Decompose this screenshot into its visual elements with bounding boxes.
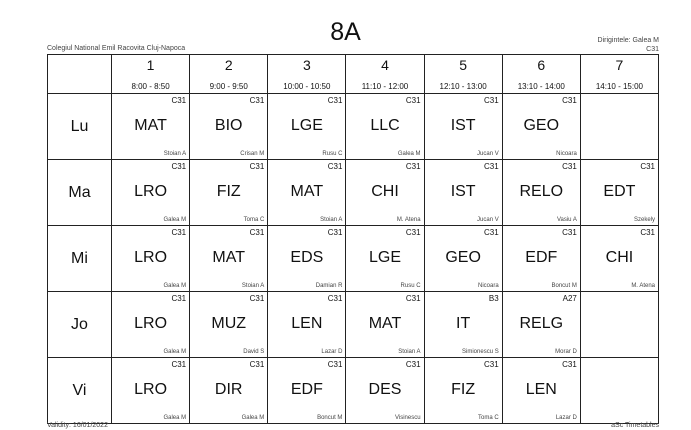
lesson-cell bbox=[190, 160, 268, 226]
lesson-cell bbox=[346, 160, 424, 226]
subject-label: LEN bbox=[291, 315, 323, 332]
teacher-label: M. Atena bbox=[396, 217, 421, 223]
lesson-cell bbox=[580, 358, 658, 424]
room-label: B3 bbox=[488, 294, 499, 303]
subject-label: GEO bbox=[445, 249, 481, 266]
teacher-label: Crisan M bbox=[240, 151, 265, 157]
day-row bbox=[48, 292, 659, 358]
subject-label: FIZ bbox=[216, 183, 241, 200]
room-label: C31 bbox=[562, 96, 577, 105]
room-label: C31 bbox=[171, 228, 187, 237]
subject-label: MAT bbox=[290, 183, 324, 200]
teacher-label: Rusu C bbox=[400, 283, 421, 289]
lesson-cell bbox=[346, 358, 424, 424]
room-label: C31 bbox=[484, 228, 499, 237]
lesson-cell bbox=[580, 94, 658, 160]
lesson-cell bbox=[502, 160, 580, 226]
room-label: C31 bbox=[640, 228, 655, 237]
lesson-cell bbox=[346, 292, 424, 358]
day-row bbox=[48, 160, 659, 226]
lesson-cell bbox=[424, 358, 502, 424]
period-number: 7 bbox=[615, 57, 624, 73]
room-label: C31 bbox=[327, 162, 343, 171]
room-label: C31 bbox=[249, 162, 265, 171]
period-header-2 bbox=[190, 55, 268, 94]
room-label: C31 bbox=[171, 294, 187, 303]
lesson-cell bbox=[268, 358, 346, 424]
timetable-grid bbox=[47, 54, 659, 424]
room-label: C31 bbox=[484, 96, 499, 105]
lesson-cell bbox=[580, 226, 658, 292]
subject-label: LRO bbox=[134, 381, 168, 398]
lesson-cell bbox=[112, 292, 190, 358]
teacher-label: Stoian A bbox=[241, 283, 265, 289]
subject-label: LGE bbox=[290, 117, 323, 134]
subject-label: LRO bbox=[134, 315, 168, 332]
subject-label: IST bbox=[450, 183, 476, 200]
day-label: Ma bbox=[48, 160, 112, 226]
room-label: C31 bbox=[249, 96, 265, 105]
room-label: C31 bbox=[405, 294, 421, 303]
period-header-3 bbox=[268, 55, 346, 94]
lesson-cell bbox=[580, 292, 658, 358]
lesson-cell bbox=[268, 226, 346, 292]
lesson-cell bbox=[190, 358, 268, 424]
room-label: C31 bbox=[171, 162, 187, 171]
lesson-cell bbox=[502, 226, 580, 292]
day-row bbox=[48, 358, 659, 424]
room-label: C31 bbox=[249, 294, 265, 303]
lesson-cell bbox=[268, 94, 346, 160]
subject-label: LRO bbox=[134, 249, 168, 266]
teacher-label: Galea M bbox=[397, 151, 421, 157]
teacher-label: David S bbox=[243, 349, 265, 355]
lesson-cell bbox=[268, 160, 346, 226]
room-label: C31 bbox=[484, 360, 499, 369]
subject-label: LLC bbox=[370, 117, 400, 134]
room-label: A27 bbox=[562, 294, 577, 303]
subject-label: IT bbox=[456, 315, 471, 332]
subject-label: MAT bbox=[368, 315, 402, 332]
room-label: C31 bbox=[484, 162, 499, 171]
teacher-label: Lazar D bbox=[555, 415, 577, 421]
lesson-cell bbox=[346, 226, 424, 292]
teacher-label: Nicoara bbox=[478, 283, 499, 289]
teacher-label: Galea M bbox=[163, 415, 187, 421]
lesson-cell bbox=[502, 358, 580, 424]
teacher-label: Damian R bbox=[315, 283, 343, 289]
room-label: C31 bbox=[249, 228, 265, 237]
lesson-cell bbox=[112, 226, 190, 292]
timetable-title: 8A bbox=[330, 18, 361, 46]
teacher-label: Galea M bbox=[163, 349, 187, 355]
period-number: 5 bbox=[459, 57, 468, 73]
corner-cell bbox=[48, 55, 112, 94]
subject-label: CHI bbox=[605, 249, 634, 266]
teacher-label: Jucan V bbox=[477, 151, 499, 157]
validity-date: Validity: 16/01/2022 bbox=[47, 422, 108, 429]
subject-label: EDT bbox=[603, 183, 636, 200]
lesson-cell bbox=[190, 94, 268, 160]
day-row bbox=[48, 94, 659, 160]
day-label: Mi bbox=[48, 226, 112, 292]
period-number: 6 bbox=[537, 57, 546, 73]
teacher-label: Stoian A bbox=[398, 349, 421, 355]
subject-label: GEO bbox=[523, 117, 560, 134]
room-label: C31 bbox=[171, 96, 187, 105]
period-time: 14:10 - 15:00 bbox=[595, 82, 643, 91]
teacher-label: Galea M bbox=[163, 217, 187, 223]
room-label: C31 bbox=[640, 162, 655, 171]
room-label: C31 bbox=[562, 162, 577, 171]
teacher-label: Simionescu S bbox=[462, 349, 499, 355]
period-header-5 bbox=[424, 55, 502, 94]
brand-label: aSc Timetables bbox=[611, 422, 659, 429]
period-time: 11:10 - 12:00 bbox=[361, 82, 409, 91]
lesson-cell bbox=[502, 94, 580, 160]
teacher-label: Vasiu A bbox=[556, 217, 577, 223]
room-label: C31 bbox=[171, 360, 187, 369]
subject-label: LGE bbox=[368, 249, 401, 266]
period-number: 2 bbox=[224, 57, 233, 73]
teacher-label: Toma C bbox=[243, 217, 265, 223]
room-label: C31 bbox=[405, 360, 421, 369]
teacher-label: Boncut M bbox=[551, 283, 577, 289]
period-header-row bbox=[48, 55, 659, 94]
subject-label: LEN bbox=[525, 381, 557, 398]
teacher-label: Stoian A bbox=[163, 151, 187, 157]
period-header-4 bbox=[346, 55, 424, 94]
lesson-cell bbox=[112, 160, 190, 226]
subject-label: MAT bbox=[212, 249, 245, 266]
subject-label: MUZ bbox=[211, 315, 247, 332]
period-time: 8:00 - 8:50 bbox=[131, 82, 170, 91]
lesson-cell bbox=[502, 292, 580, 358]
period-time: 12:10 - 13:00 bbox=[439, 82, 487, 91]
head-teacher-label: Dirigintele: Galea M bbox=[597, 37, 659, 44]
lesson-cell bbox=[424, 160, 502, 226]
teacher-label: Boncut M bbox=[317, 415, 343, 421]
lesson-cell bbox=[424, 292, 502, 358]
room-label: C31 bbox=[562, 360, 577, 369]
room-label: C31 bbox=[405, 228, 421, 237]
period-time: 13:10 - 14:00 bbox=[517, 82, 565, 91]
period-header-1 bbox=[112, 55, 190, 94]
room-label: C31 bbox=[327, 228, 343, 237]
teacher-label: Lazar D bbox=[321, 349, 343, 355]
period-header-6 bbox=[502, 55, 580, 94]
subject-label: EDF bbox=[290, 381, 323, 398]
day-row bbox=[48, 226, 659, 292]
lesson-cell bbox=[112, 358, 190, 424]
period-number: 3 bbox=[302, 57, 311, 73]
period-time: 10:00 - 10:50 bbox=[283, 82, 331, 91]
room-label: C31 bbox=[405, 96, 421, 105]
lesson-cell bbox=[190, 226, 268, 292]
subject-label: IST bbox=[450, 117, 476, 134]
lesson-cell bbox=[580, 160, 658, 226]
room-label: C31 bbox=[562, 228, 577, 237]
subject-label: EDS bbox=[290, 249, 324, 266]
teacher-label: Galea M bbox=[163, 283, 187, 289]
room-label: C31 bbox=[327, 360, 343, 369]
subject-label: EDF bbox=[525, 249, 558, 266]
subject-label: LRO bbox=[134, 183, 168, 200]
teacher-label: Galea M bbox=[241, 415, 265, 421]
teacher-label: Jucan V bbox=[477, 217, 499, 223]
teacher-label: Visinescu bbox=[394, 415, 421, 421]
period-number: 4 bbox=[381, 57, 389, 73]
lesson-cell bbox=[190, 292, 268, 358]
room-label: C31 bbox=[327, 96, 343, 105]
teacher-label: Nicoara bbox=[556, 151, 577, 157]
subject-label: MAT bbox=[134, 117, 167, 134]
period-number: 1 bbox=[146, 57, 155, 73]
day-label: Vi bbox=[48, 358, 112, 424]
subject-label: DES bbox=[368, 381, 402, 398]
subject-label: RELO bbox=[519, 183, 564, 200]
teacher-label: Stoian A bbox=[320, 217, 343, 223]
teacher-label: Szekely bbox=[633, 217, 655, 223]
period-header-7 bbox=[580, 55, 658, 94]
subject-label: FIZ bbox=[451, 381, 476, 398]
subject-label: CHI bbox=[371, 183, 399, 200]
teacher-label: Morar D bbox=[555, 349, 577, 355]
lesson-cell bbox=[112, 94, 190, 160]
head-teacher-room: C31 bbox=[646, 46, 659, 53]
lesson-cell bbox=[268, 292, 346, 358]
day-label: Jo bbox=[48, 292, 112, 358]
day-label: Lu bbox=[48, 94, 112, 160]
school-name: Colegiul National Emil Racovita Cluj-Napoca bbox=[47, 45, 186, 52]
teacher-label: Toma C bbox=[478, 415, 499, 421]
lesson-cell bbox=[424, 226, 502, 292]
subject-label: RELG bbox=[519, 315, 564, 332]
room-label: C31 bbox=[327, 294, 343, 303]
room-label: C31 bbox=[249, 360, 265, 369]
lesson-cell bbox=[424, 94, 502, 160]
room-label: C31 bbox=[405, 162, 421, 171]
head-teacher-info bbox=[598, 36, 659, 54]
subject-label: DIR bbox=[214, 381, 243, 398]
teacher-label: M. Atena bbox=[631, 283, 655, 289]
subject-label: BIO bbox=[214, 117, 243, 134]
period-time: 9:00 - 9:50 bbox=[209, 82, 248, 91]
teacher-label: Rusu C bbox=[322, 151, 343, 157]
lesson-cell bbox=[346, 94, 424, 160]
